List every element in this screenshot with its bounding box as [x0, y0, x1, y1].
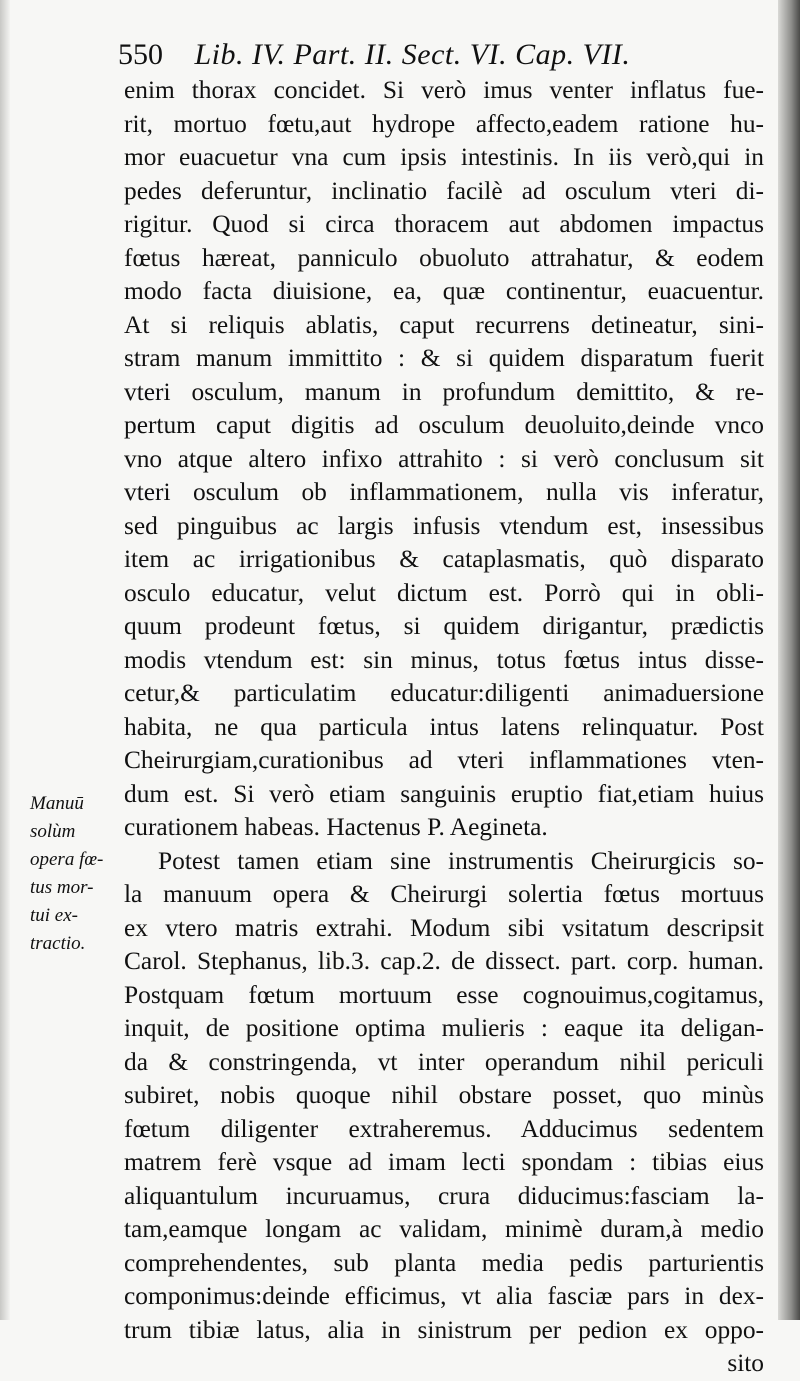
text-line: pertum caput digitis ad osculum deuoluito,deinde vnco	[124, 411, 764, 439]
text-line: cetur,& particulatim educatur:diligenti animaduersione	[124, 679, 764, 707]
text-line: trum tibiæ latus, alia in sinistrum per pediοn ex oppo-	[124, 1315, 764, 1344]
marginal-note-line: tus mor-	[30, 877, 94, 898]
text-line: mor euacuetur vna cum ipsis intestinis. In iis verò,qui in	[124, 143, 764, 171]
text-line: enim thorax concidet. Si verò imus venter inflatus fue-	[124, 76, 764, 104]
running-head: Lib. IV. Part. II. Sect. VI. Cap. VII.	[194, 38, 631, 71]
marginal-note-line: tractio.	[30, 933, 86, 954]
text-line: matrem ferè vsque ad imam lecti spondam : tibias eius	[124, 1148, 764, 1176]
text-line: subiret, nobis quoque nihil obstare posset, quo minùs	[124, 1081, 764, 1109]
text-line: vno atque altero infixo attrahito : si verò conclusum sit	[124, 444, 764, 473]
text-line: curationem habeas. Hactenus P. Aegineta.	[124, 813, 548, 841]
text-line: Cheirurgiam,curationibus ad vteri inflammationes vten-	[124, 746, 764, 774]
text-line: da & constringenda, vt inter operandum nihil periculi	[124, 1047, 764, 1076]
text-line: rigitur. Quod si circa thoracem aut abdomen impactus	[124, 210, 764, 238]
text-line: fœtus hæreat, panniculo obuoluto attrahatur, & eodem	[124, 243, 764, 272]
page-header	[118, 36, 758, 74]
text-line: dum est. Si verò etiam sanguinis eruptio fiat,etiam huius	[124, 779, 764, 808]
text-line: vteri osculum, manum in profundum demittito, & re-	[124, 377, 764, 406]
text-line: quum prodeunt fœtus, si quidem dirigantur, prædictis	[124, 612, 764, 640]
text-line: modo facta diuisione, ea, quæ continentur, euacuentur.	[124, 277, 764, 305]
text-line: item ac irrigationibus & cataplasmatis, quò disparato	[124, 545, 764, 573]
text-line: sed pinguibus ac largis infusis vtendum est, insessibus	[124, 511, 764, 540]
text-line: pedes deferuntur, inclinatio facilè ad osculum vteri di-	[124, 176, 764, 205]
text-line: Carol. Stephanus, lib.3. cap.2. de dissect. part. corp. human.	[124, 947, 764, 975]
text-line: la manuum opera & Cheirurgi solertia fœtus mortuus	[124, 880, 764, 908]
text-line: vteri osculum ob inflammationem, nulla vis inferatur,	[124, 478, 764, 506]
text-line: comprehendentes, sub planta media pedis parturientis	[124, 1248, 764, 1277]
page-gutter-shadow	[0, 0, 10, 1320]
catchword: sito	[727, 1349, 764, 1377]
text-line: fœtum diligenter extraheremus. Adducimus sedentem	[124, 1114, 764, 1143]
text-line: ex vtero matris extrahi. Modum sibi vsitatum descripsit	[124, 913, 764, 942]
page-edge-shadow	[778, 0, 800, 1320]
text-line: stram manum immittito : & si quidem disparatum fuerit	[124, 344, 764, 372]
marginal-note-line: Manuū	[30, 793, 84, 814]
page-number: 550	[118, 38, 163, 71]
text-line: inquit, de positione optima mulieris : eaque ita deligan-	[124, 1014, 764, 1042]
text-line: Postquam fœtum mortuum esse cognouimus,cogitamus,	[124, 980, 764, 1009]
text-line: rit, mortuo fœtu,aut hydrope affecto,eadem ratione hu-	[124, 109, 764, 138]
text-line: At si reliquis ablatis, caput recurrens detineatur, sini-	[124, 310, 764, 339]
text-line: componimus:deinde efficimus, vt alia fasciæ pars in dex-	[124, 1282, 764, 1310]
marginal-note-line: solùm	[30, 821, 76, 842]
text-line: habita, ne qua particula intus latens relinquatur. Post	[124, 712, 764, 741]
text-line: tam,eamque longam ac validam, minimè duram,à medio	[124, 1215, 764, 1243]
marginal-note	[30, 790, 122, 958]
marginal-note-line: opera fœ-	[30, 849, 104, 870]
text-line: modis vtendum est: sin minus, totus fœtus intus disse-	[124, 645, 764, 674]
text-line: osculo educatur, velut dictum est. Porrò qui in obli-	[124, 578, 764, 607]
text-line: aliquantulum incuruamus, crura diducimus:fasciam la-	[124, 1181, 764, 1210]
body-text	[124, 74, 764, 1381]
text-line: Potest tamen etiam sine instrumentis Cheirurgicis so-	[158, 846, 764, 875]
marginal-note-line: tui ex-	[30, 905, 79, 926]
